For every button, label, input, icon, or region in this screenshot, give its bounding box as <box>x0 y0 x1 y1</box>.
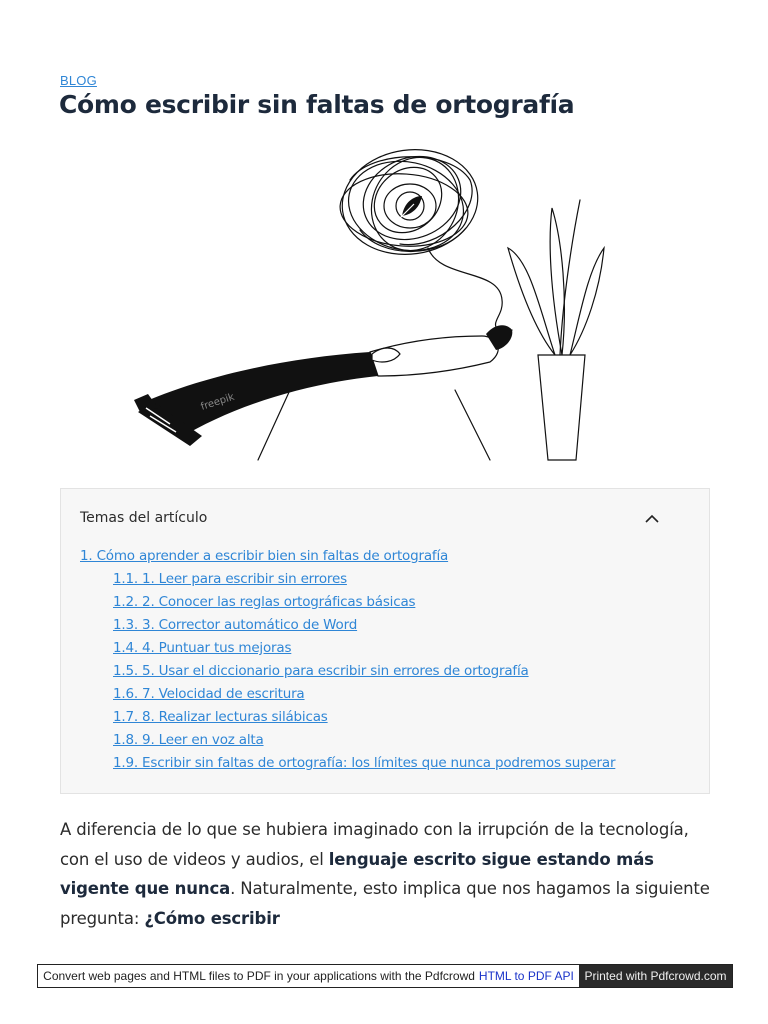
html-to-pdf-api-link[interactable]: HTML to PDF API <box>478 969 574 983</box>
footer-message <box>38 965 579 987</box>
pdfcrowd-footer <box>37 964 733 988</box>
leaf-icon <box>396 192 424 220</box>
article-paragraph <box>60 815 720 933</box>
hero-illustration <box>110 140 630 462</box>
toc-item[interactable]: 1.3. 3. Corrector automático de Word <box>113 617 358 633</box>
toc-item[interactable]: 1.9. Escribir sin faltas de ortografía: los límites que nunca podremos superar <box>113 755 616 771</box>
page-title: Cómo escribir sin faltas de ortografía <box>59 90 575 119</box>
toc-item[interactable]: 1. Cómo aprender a escribir bien sin faltas de ortografía <box>80 548 449 564</box>
article-emphasis: lenguaje escrito sigue estando más vigente que nunca <box>60 849 654 898</box>
chevron-up-icon[interactable] <box>643 511 661 525</box>
toc-item[interactable]: 1.4. 4. Puntuar tus mejoras <box>113 640 292 656</box>
article-text: A diferencia de lo que se hubiera imaginado con la irrupción de la tecnología, con el uso de videos y audios, el <box>60 820 689 869</box>
svg-text:freepik: freepik <box>199 391 236 413</box>
toc-item[interactable]: 1.6. 7. Velocidad de escritura <box>113 686 305 702</box>
article-text: . Naturalmente, esto implica que nos hagamos la siguiente pregunta: <box>60 879 710 928</box>
footer-text: Convert web pages and HTML files to PDF in your applications with the Pdfcrowd <box>43 969 475 983</box>
pdfcrowd-badge[interactable]: Printed with Pdfcrowd.com <box>579 965 732 987</box>
toc-item[interactable]: 1.8. 9. Leer en voz alta <box>113 732 264 748</box>
toc-item[interactable]: 1.2. 2. Conocer las reglas ortográficas básicas <box>113 594 416 610</box>
article-question: ¿Cómo escribir <box>144 908 280 928</box>
toc-heading: Temas del artículo <box>80 510 208 526</box>
toc-item[interactable]: 1.5. 5. Usar el diccionario para escribir sin errores de ortografía <box>113 663 529 679</box>
breadcrumb-blog-link[interactable]: BLOG <box>60 73 97 88</box>
toc-item[interactable]: 1.7. 8. Realizar lecturas silábicas <box>113 709 328 725</box>
table-of-contents <box>60 488 710 794</box>
toc-item[interactable]: 1.1. 1. Leer para escribir sin errores <box>113 571 347 587</box>
